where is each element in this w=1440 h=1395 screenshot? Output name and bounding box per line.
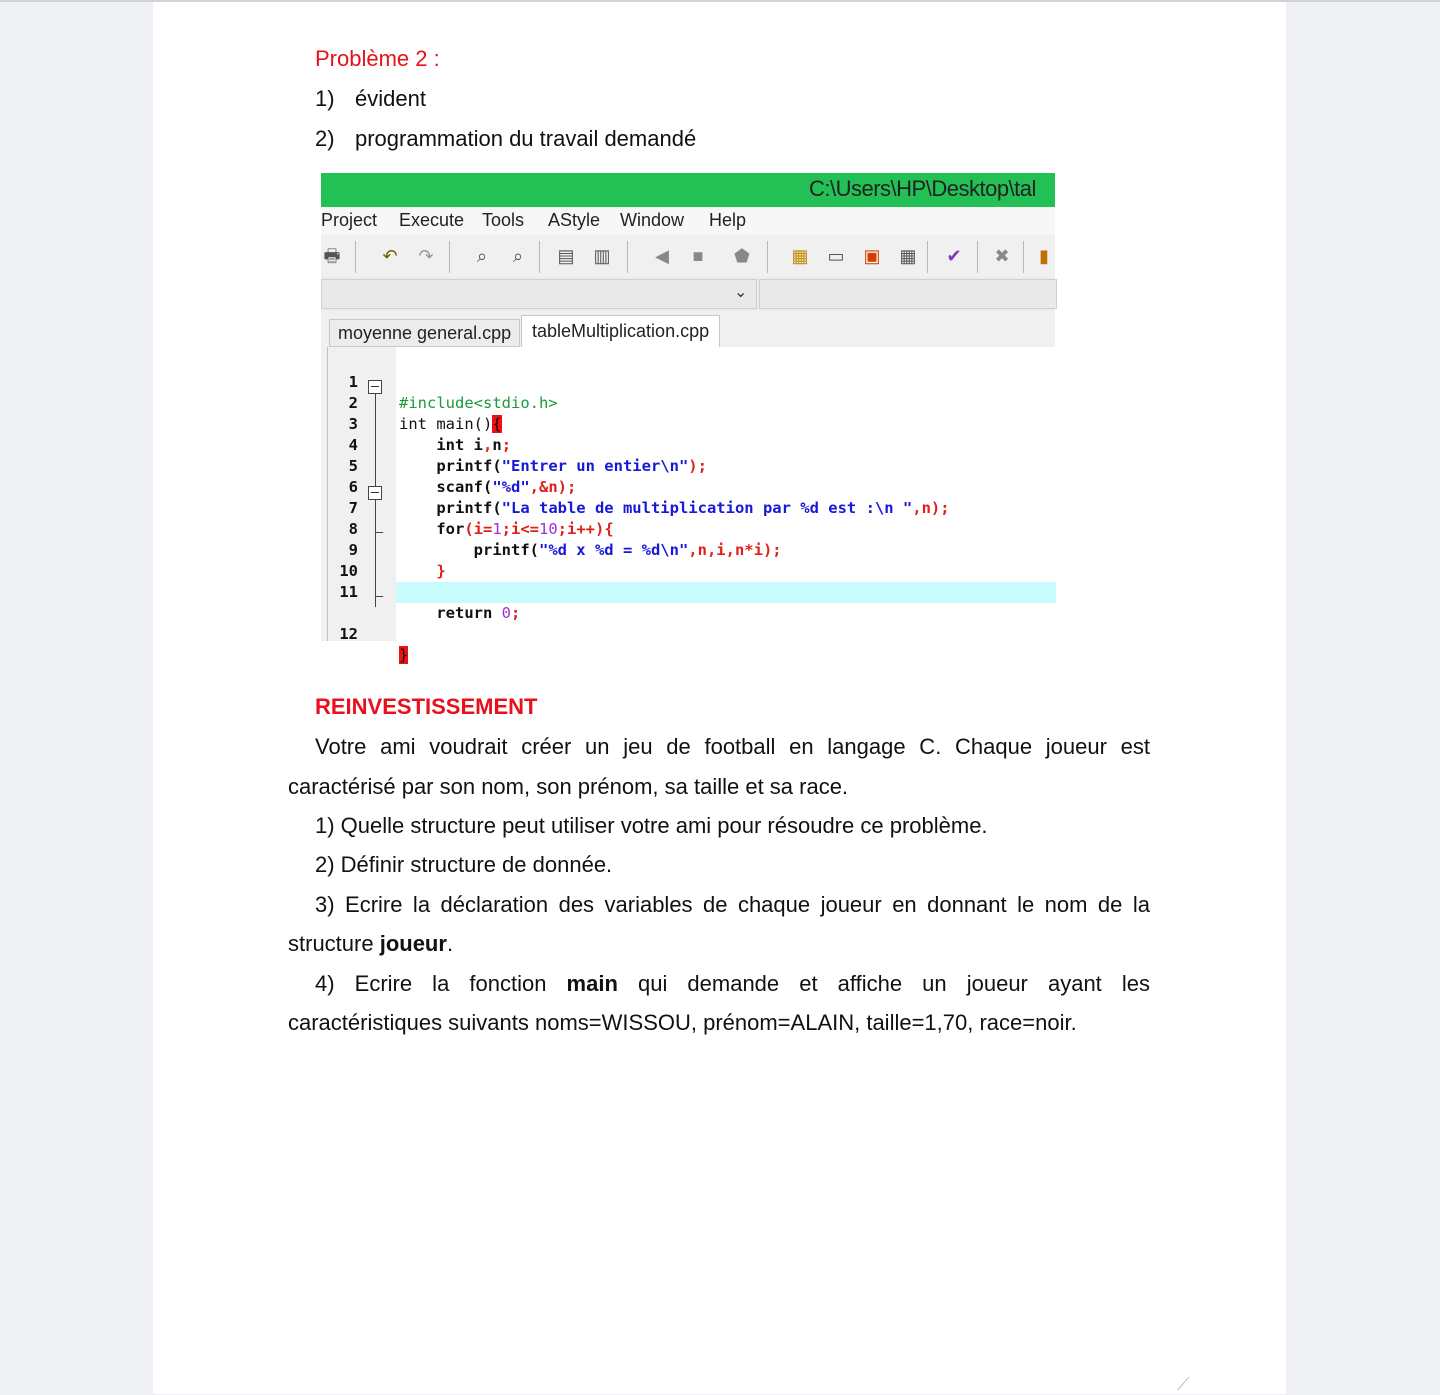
document-page [153, 2, 1286, 1394]
unindent-icon[interactable]: ▥ [593, 246, 611, 266]
line-number: 10 [339, 562, 358, 580]
toolbar-separator [927, 241, 928, 273]
paragraph-line: Votre ami voudrait créer un jeu de football en langage C. Chaque joueur est [315, 734, 1150, 759]
print-icon[interactable]: 🖶 [323, 246, 341, 266]
bookmark-prev-icon[interactable]: ◀ [655, 246, 669, 266]
code-content: printf("%d x %d = %d\n",n,i,n*i); [399, 541, 782, 559]
question-4-line: 4) Ecrire la fonction main qui demande et affiche un joueur ayant les [315, 971, 1150, 996]
toolbar-separator [355, 241, 356, 273]
code-content: #include<stdio.h> [399, 394, 558, 412]
list-item-text: évident [355, 86, 426, 111]
code-content: int i,n; [399, 436, 512, 454]
leaf-icon: ⟋ [1177, 1374, 1190, 1394]
toolbar-separator [539, 241, 540, 273]
code-content: printf("La table de multiplication par %d est :\n ",n); [399, 499, 950, 517]
ide-menubar [321, 207, 1055, 235]
redo-icon[interactable]: ↷ [418, 246, 434, 266]
line-number: 9 [348, 541, 358, 559]
menu-tools[interactable]: Tools [482, 210, 525, 230]
ide-combo-row [321, 277, 1055, 311]
menu-project[interactable]: Project [321, 210, 378, 230]
indent-icon[interactable]: ▤ [557, 246, 575, 266]
ide-titlebar [321, 173, 1055, 207]
code-content: } [399, 646, 409, 664]
current-line-highlight [396, 582, 1056, 603]
chart-icon[interactable]: ▮ [1039, 246, 1049, 266]
menu-help[interactable]: Help [709, 210, 747, 230]
class-selector[interactable] [321, 279, 757, 309]
bookmark-icon[interactable]: ⬟ [734, 246, 750, 266]
line-number: 5 [348, 457, 358, 475]
toolbar-separator [449, 241, 450, 273]
code-content: scanf("%d",&n); [399, 478, 577, 496]
compile-run-icon[interactable]: ▣ [863, 246, 881, 266]
list-item-number: 2) [315, 126, 335, 151]
code-content: for(i=1;i<=10;i++){ [399, 520, 614, 538]
question-2: 2) Définir structure de donnée. [315, 852, 613, 877]
ide-tabs [321, 313, 1055, 347]
question-4-line: caractéristiques suivants noms=WISSOU, prénom=ALAIN, taille=1,70, race=noir. [288, 1010, 1077, 1035]
code-line [328, 561, 1056, 622]
find-icon[interactable]: ⌕ [476, 246, 488, 266]
undo-icon[interactable]: ↶ [382, 246, 398, 266]
line-number: 1 [348, 373, 358, 391]
code-line [328, 351, 1056, 412]
tab-table-multiplication[interactable]: tableMultiplication.cpp [521, 315, 720, 348]
toolbar-separator [1023, 241, 1024, 273]
code-editor[interactable] [327, 347, 1056, 664]
menu-astyle[interactable]: AStyle [548, 210, 601, 230]
rebuild-icon[interactable]: ▦ [899, 246, 917, 266]
code-text [328, 347, 1056, 664]
member-selector[interactable] [759, 279, 1057, 309]
problem-heading: Problème 2 : [315, 46, 440, 71]
run-icon[interactable]: ▭ [827, 246, 845, 266]
line-number: 2 [348, 394, 358, 412]
list-item [315, 86, 426, 112]
close-icon[interactable]: ✖ [994, 246, 1010, 266]
ide-toolbar [321, 235, 1055, 278]
paragraph-line: caractérisé par son nom, son prénom, sa taille et sa race. [288, 774, 849, 799]
question-1: 1) Quelle structure peut utiliser votre ami pour résoudre ce problème. [315, 813, 988, 838]
question-3-line: structure joueur. [288, 931, 454, 956]
ide-screenshot [321, 173, 1055, 664]
reinvestissement-heading: REINVESTISSEMENT [315, 694, 538, 719]
list-item [315, 126, 696, 152]
list-item-number: 1) [315, 86, 335, 111]
ide-title: C:\Users\HP\Desktop\tal [809, 176, 1036, 201]
line-number: 11 [339, 583, 358, 601]
tab-moyenne-general[interactable]: moyenne general.cpp [329, 319, 520, 347]
toolbar-separator [767, 241, 768, 273]
bookmark-next-icon[interactable]: ■ [692, 246, 704, 266]
code-content: } [399, 562, 446, 580]
check-icon[interactable]: ✔ [946, 246, 962, 266]
question-3-line: 3) Ecrire la déclaration des variables de chaque joueur en donnant le nom de la [315, 892, 1150, 917]
line-number: 12 [339, 625, 358, 643]
toolbar-separator [977, 241, 978, 273]
line-number: 6 [348, 478, 358, 496]
toolbar-separator [627, 241, 628, 273]
list-item-text: programmation du travail demandé [355, 126, 697, 151]
code-content: return 0; [399, 604, 521, 622]
code-content: int main(){ [399, 415, 502, 433]
line-number: 7 [348, 499, 358, 517]
line-number: 3 [348, 415, 358, 433]
chevron-down-icon: ⌄ [734, 284, 748, 301]
line-number: 8 [348, 520, 358, 538]
compile-icon[interactable]: ▦ [791, 246, 809, 266]
menu-execute[interactable]: Execute [399, 210, 465, 230]
code-content: printf("Entrer un entier\n"); [399, 457, 707, 475]
replace-icon[interactable]: ⌕ [512, 246, 524, 266]
code-line [328, 540, 1056, 580]
menu-window[interactable]: Window [620, 210, 685, 230]
line-number: 4 [348, 436, 358, 454]
